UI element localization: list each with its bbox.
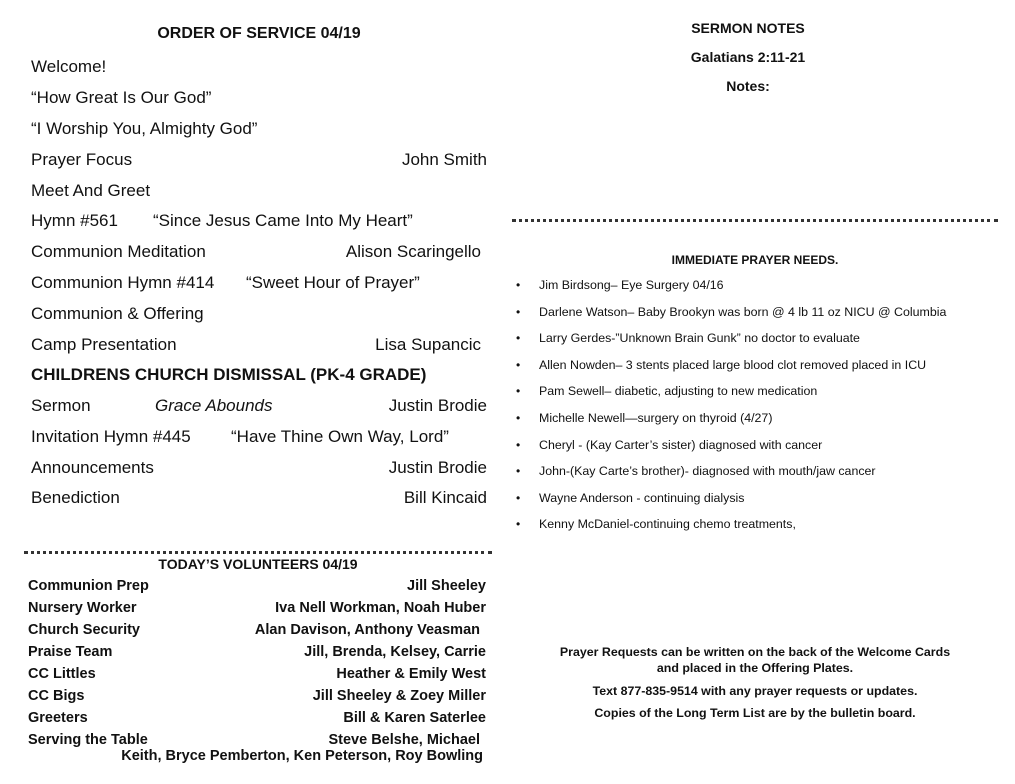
service-item-detail: Grace Abounds <box>155 396 273 415</box>
prayer-need-text: Allen Nowden– 3 stents placed large blood clot removed placed in ICU <box>539 357 927 372</box>
prayer-need-text: Michelle Newell—surgery on thyroid (4/27) <box>539 410 773 425</box>
footer-line-1: Prayer Requests can be written on the back of the Welcome Cards <box>559 645 951 659</box>
service-item-title: Prayer Focus <box>31 150 133 169</box>
volunteer-row <box>28 710 486 732</box>
volunteer-names: Heather & Emily West <box>336 666 486 682</box>
service-item-title: “I Worship You, Almighty God” <box>31 119 258 138</box>
prayer-need-text: Pam Sewell– diabetic, adjusting to new medication <box>539 384 818 399</box>
prayer-need-text: Larry Gerdes-”Unknown Brain Gunk” no doctor to evaluate <box>539 331 860 346</box>
prayer-need-item <box>512 464 1002 491</box>
service-item <box>31 273 487 304</box>
service-item <box>31 150 487 181</box>
prayer-needs-list <box>512 278 1002 544</box>
service-item <box>31 488 487 519</box>
volunteer-names: Alan Davison, Anthony Veasman <box>254 622 480 638</box>
volunteer-row <box>28 644 486 666</box>
service-item-title: Sermon <box>31 396 91 415</box>
prayer-need-item <box>512 438 1002 465</box>
volunteer-names: Steve Belshe, Michael <box>328 732 480 748</box>
service-item <box>31 242 487 273</box>
service-item-title: Meet And Greet <box>31 181 151 200</box>
volunteer-role: Nursery Worker <box>28 600 137 616</box>
service-item-title: Camp Presentation <box>31 335 177 354</box>
volunteer-row <box>28 688 486 710</box>
prayer-need-text: Kenny McDaniel-continuing chemo treatments, <box>539 517 796 532</box>
bullet-icon: • <box>516 278 521 292</box>
prayer-need-text: Jim Birdsong– Eye Surgery 04/16 <box>539 278 724 292</box>
service-item-title: Hymn #561 <box>31 211 118 230</box>
bullet-icon: • <box>516 410 521 425</box>
footer-line-2: and placed in the Offering Plates. <box>656 661 854 675</box>
service-item-title: Benediction <box>31 488 120 507</box>
volunteer-names: Bill & Karen Saterlee <box>343 710 486 726</box>
volunteer-role: CC Littles <box>28 666 96 682</box>
service-item-title: “How Great Is Our God” <box>31 88 212 107</box>
service-item <box>31 365 487 396</box>
service-item-title: CHILDRENS CHURCH DISMISSAL (PK-4 GRADE) <box>31 365 427 384</box>
service-item-detail: “Have Thine Own Way, Lord” <box>231 427 449 446</box>
volunteer-names: Jill Sheeley & Zoey Miller <box>312 688 486 704</box>
order-of-service-title: ORDER OF SERVICE 04/19 <box>157 25 361 42</box>
prayer-need-item <box>512 491 1002 518</box>
volunteer-role: Praise Team <box>28 644 113 660</box>
prayer-need-text: Darlene Watson– Baby Brookyn was born @ 4 lb 11 oz NICU @ Columbia <box>539 304 947 319</box>
service-item-detail: “Since Jesus Came Into My Heart” <box>153 211 413 230</box>
service-item-title: Announcements <box>31 458 154 477</box>
service-item-title: Communion Meditation <box>31 242 206 261</box>
right-dotted-divider <box>512 219 998 222</box>
prayer-need-item <box>512 305 1002 332</box>
notes-label: Notes: <box>726 78 770 94</box>
service-item-title: Communion & Offering <box>31 304 204 323</box>
prayer-need-item <box>512 384 1002 411</box>
volunteer-names: Iva Nell Workman, Noah Huber <box>275 600 486 616</box>
service-item <box>31 396 487 427</box>
service-item-leader: Lisa Supancic <box>375 335 481 354</box>
bullet-icon: • <box>516 437 521 452</box>
volunteer-role: Communion Prep <box>28 578 149 594</box>
prayer-need-item <box>512 411 1002 438</box>
service-item-title: Welcome! <box>31 57 107 76</box>
service-item <box>31 88 487 119</box>
volunteer-row <box>28 622 486 644</box>
prayer-need-text: John-(Kay Carte’s brother)- diagnosed with mouth/jaw cancer <box>539 464 876 479</box>
service-item <box>31 211 487 242</box>
volunteer-role: Greeters <box>28 710 88 726</box>
left-dotted-divider <box>24 551 492 554</box>
prayer-need-item <box>512 278 1002 305</box>
service-item <box>31 335 487 366</box>
service-item-leader: Justin Brodie <box>388 396 487 415</box>
service-item <box>31 304 487 335</box>
service-item-leader: Bill Kincaid <box>403 488 487 507</box>
bullet-icon: • <box>516 517 521 532</box>
service-item <box>31 458 487 489</box>
service-item-title: Invitation Hymn #445 <box>31 427 191 446</box>
service-item <box>31 119 487 150</box>
service-item-title: Communion Hymn #414 <box>31 273 215 292</box>
service-item <box>31 427 487 458</box>
sermon-passage: Galatians 2:11-21 <box>690 49 806 65</box>
service-item <box>31 181 487 212</box>
volunteer-row <box>28 600 486 622</box>
volunteers-title: TODAY’S VOLUNTEERS 04/19 <box>158 556 358 572</box>
service-item-leader: John Smith <box>401 150 487 169</box>
bullet-icon: • <box>516 357 521 372</box>
bullet-icon: • <box>516 331 521 346</box>
prayer-need-item <box>512 331 1002 358</box>
volunteer-role: CC Bigs <box>28 688 85 704</box>
prayer-need-text: Wayne Anderson - continuing dialysis <box>539 490 745 505</box>
bullet-icon: • <box>516 304 521 319</box>
prayer-need-item <box>512 358 1002 385</box>
service-item-leader: Justin Brodie <box>388 458 487 477</box>
volunteers-continued: Keith, Bryce Pemberton, Ken Peterson, Roy Bowling <box>121 748 483 764</box>
footer-line-4: Copies of the Long Term List are by the bulletin board. <box>594 706 916 720</box>
volunteer-role: Serving the Table <box>28 732 148 748</box>
volunteer-row <box>28 578 486 600</box>
bullet-icon: • <box>516 464 521 479</box>
volunteer-names: Jill Sheeley <box>407 578 486 594</box>
prayer-need-text: Cheryl - (Kay Carter’s sister) diagnosed with cancer <box>539 437 823 452</box>
volunteer-role: Church Security <box>28 622 140 638</box>
service-item-detail: “Sweet Hour of Prayer” <box>246 273 420 292</box>
service-item-leader: Alison Scaringello <box>345 242 481 261</box>
bullet-icon: • <box>516 490 521 505</box>
volunteer-names: Jill, Brenda, Kelsey, Carrie <box>304 644 486 660</box>
prayer-need-item <box>512 517 1002 544</box>
service-item <box>31 57 487 88</box>
bullet-icon: • <box>516 384 521 399</box>
footer-line-3: Text 877-835-9514 with any prayer requests or updates. <box>592 684 918 698</box>
sermon-notes-title: SERMON NOTES <box>691 20 805 36</box>
prayer-needs-title: IMMEDIATE PRAYER NEEDS. <box>671 253 839 267</box>
volunteer-row <box>28 666 486 688</box>
